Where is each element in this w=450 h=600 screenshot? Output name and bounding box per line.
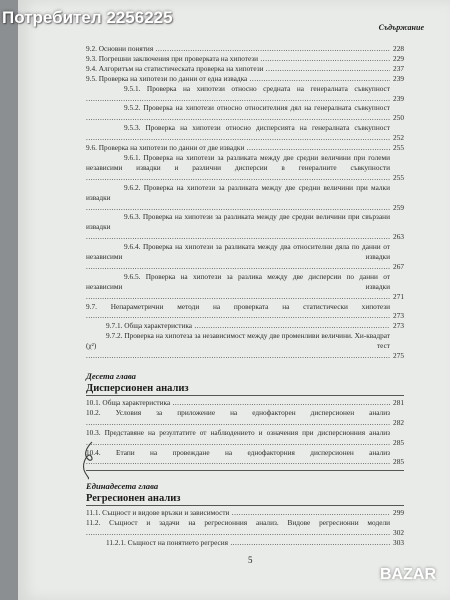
- toc-entry: [86, 153, 404, 183]
- toc-entry: [86, 183, 404, 213]
- page-number: 5: [248, 555, 253, 565]
- book-page: [18, 0, 450, 600]
- toc-entry-page: 273: [393, 321, 404, 331]
- toc-entry: [86, 448, 404, 468]
- toc-entry: [86, 74, 404, 84]
- toc-entry-page: 267: [393, 261, 404, 271]
- toc-entry: [86, 331, 404, 361]
- toc-entry: [86, 538, 404, 548]
- toc-entry: [86, 103, 404, 123]
- toc-entry-title: 9.6. Проверка на хипотези по данни от две извадки .....: [86, 143, 390, 153]
- chapter-number: Десета глава: [86, 371, 136, 381]
- toc-entry: [86, 408, 404, 428]
- toc-entry: [86, 518, 404, 538]
- toc-entry-title: 9.7. Непараметрични методи на проверката на статистически хипотези .....: [86, 302, 390, 322]
- toc-section-chapter10: [86, 398, 404, 471]
- toc-entry-page: 239: [393, 93, 404, 103]
- bazar-logo: BAZAR: [380, 566, 436, 583]
- toc-entry-title: 11.2.1. Същност на понятието регресия .....: [86, 538, 390, 548]
- chapter-title: Дисперсионен анализ: [86, 382, 404, 396]
- toc-entry-title: 10.3. Представяне на резултатите от наблюдението и означения при дисперсионния анализ .....: [86, 428, 390, 448]
- toc-entry-page: 259: [393, 202, 404, 212]
- toc-entry-page: 228: [393, 44, 404, 53]
- toc-entry: [86, 123, 404, 143]
- toc-entry-page: 255: [393, 172, 404, 182]
- toc-entry-page: 303: [393, 538, 404, 548]
- handwritten-mark-icon: [78, 440, 102, 480]
- toc-entry-title: 9.4. Алгоритъм на статистическата проверка на хипотези .....: [86, 64, 390, 74]
- toc-entry-page: 263: [393, 232, 404, 242]
- toc-entry-page: 281: [393, 398, 404, 407]
- toc-entry-title: 9.2. Основни понятия .....: [86, 44, 390, 54]
- toc-entry-page: 299: [393, 508, 404, 518]
- toc-entry-title: 9.6.4. Проверка на хипотези за разликата между два относителни дяла по данни от независими извадки .....: [86, 242, 390, 272]
- toc-section-chapter11: [86, 508, 404, 548]
- toc-entry-page: 229: [393, 53, 404, 63]
- toc-entry-title: 11.2. Същност и задачи на регресионния анализ. Видове регресионни модели .....: [86, 518, 390, 538]
- toc-entry-page: 239: [393, 73, 404, 83]
- toc-entry-page: 285: [393, 457, 404, 467]
- toc-entry: [86, 64, 404, 74]
- toc-entry: [86, 212, 404, 242]
- toc-entry-page: 271: [393, 291, 404, 301]
- toc-entry: [86, 508, 404, 518]
- toc-entry: [86, 54, 404, 64]
- toc-entry: [86, 84, 404, 104]
- toc-entry: [86, 143, 404, 153]
- toc-entry-title: 9.6.1. Проверка на хипотези за разликата между две средни величини при големи независими извадки и различни дисперсии в генералните съвкупности .....: [86, 153, 390, 183]
- toc-entry-title: 9.5.2. Проверка на хипотези относно относителния дял на генералната съвкупност .....: [86, 103, 390, 123]
- toc-section-chapter9: [86, 44, 404, 361]
- toc-entry: [86, 321, 404, 331]
- toc-entry-title: 10.4. Етапи на провеждане на еднофакторния дисперсионен анализ .....: [86, 448, 390, 468]
- running-head: Съдържание: [378, 23, 424, 32]
- toc-entry: [86, 44, 404, 54]
- chapter-number: Единадесета глава: [86, 481, 159, 492]
- toc-entry-title: 9.6.3. Проверка на хипотези за разликата между две средни величини при свързани извадки .....: [86, 212, 390, 242]
- toc-entry-title: 9.5.1. Проверка на хипотези относно средната на генералната съвкупност .....: [86, 84, 390, 104]
- toc-entry-page: 282: [393, 417, 404, 427]
- toc-entry: [86, 272, 404, 302]
- table-of-contents: [86, 44, 404, 548]
- toc-entry: [86, 242, 404, 272]
- toc-entry-page: 252: [393, 133, 404, 143]
- toc-entry-title: 9.7.1. Обща характеристика .....: [86, 321, 390, 331]
- toc-entry-title: 9.7.2. Проверка на хипотеза за независимост между две променливи величини. Хи-квадрат (χ²) тест .....: [86, 331, 390, 361]
- toc-entry-title: 9.5.3. Проверка на хипотези относно дисперсията на генералната съвкупност .....: [86, 123, 390, 143]
- toc-entry-title: 10.1. Обща характеристика .....: [86, 398, 390, 408]
- toc-entry-page: 237: [393, 63, 404, 73]
- user-watermark: Потребител 2256225: [2, 8, 173, 27]
- toc-entry-page: 273: [393, 311, 404, 321]
- toc-entry-page: 285: [393, 437, 404, 447]
- toc-entry: [86, 428, 404, 448]
- chapter-title: Регресионен анализ: [86, 492, 404, 506]
- toc-entry-page: 250: [393, 113, 404, 123]
- toc-entry-title: 9.3. Погрешни заключения при проверката на хипотези .....: [86, 54, 390, 64]
- toc-entry-title: 9.6.2. Проверка на хипотези за разликата между две средни величини при малки извадки .....: [86, 183, 390, 213]
- toc-entry-page: 275: [393, 351, 404, 361]
- toc-entry-title: 10.2. Условия за приложение на еднофакторен дисперсионен анализ .....: [86, 408, 390, 428]
- toc-entry-page: 255: [393, 143, 404, 153]
- toc-entry-title: 9.5. Проверка на хипотези по данни от една извадка .....: [86, 74, 390, 84]
- toc-entry-title: 11.1. Същност и видове връзки и зависимости .....: [86, 508, 390, 518]
- toc-entry: [86, 398, 404, 408]
- toc-entry: [86, 302, 404, 322]
- toc-entry-page: 302: [393, 528, 404, 538]
- toc-entry-title: 9.6.5. Проверка на хипотези за разлика между две дисперсии по данни от независими извадки .....: [86, 272, 390, 302]
